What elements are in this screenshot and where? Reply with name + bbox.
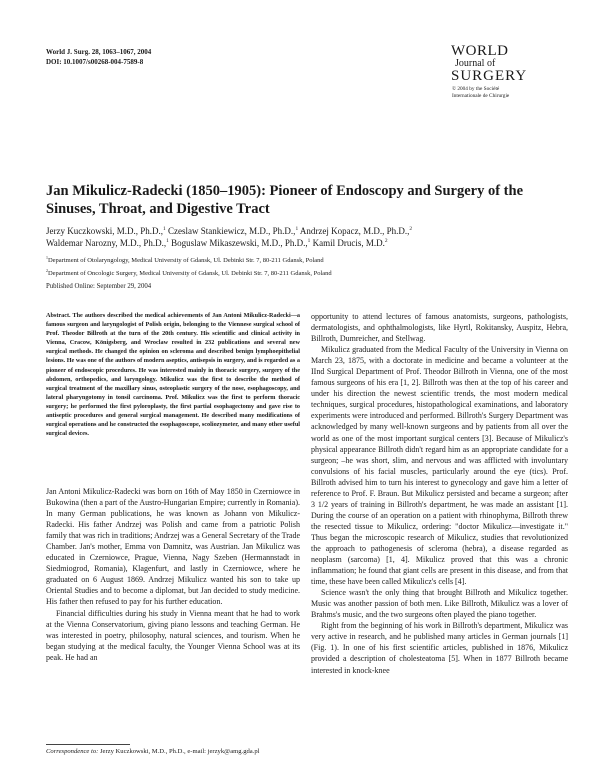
affiliations (46, 254, 566, 280)
article-title: Jan Mikulicz-Radecki (1850–1905): Pioneer of Endoscopy and Surgery of the Sinuses, Throat, and Digestive Tract (46, 183, 524, 217)
body-paragraph: Financial difficulties during his study in Vienna meant that he had to work at the Vienna Conservatorium, giving piano lessons and teaching German. He was interested in poetry, philosophy, natural sciences, and tourism. When he began studying at the medical faculty, the Younger Vienna School was at its peak. He had an (46, 608, 300, 662)
journal-citation (46, 47, 151, 67)
author: Waldemar Narozny, M.D., Ph.D.,$^1$ (46, 238, 169, 248)
body-paragraph: opportunity to attend lectures of famous anatomists, surgeons, pathologists, dermatologists, and ophthalmologists, like Hyrtl, Rokitansky, Auspitz, Hebra, Billroth, Dumreicher, and Stellwag. (311, 312, 568, 344)
author: Czeslaw Stankiewicz, M.D., Ph.D.,$^1$ (167, 226, 299, 236)
author-list (46, 225, 566, 249)
correspondence-note (46, 747, 300, 757)
author: Boguslaw Mikaszewski, M.D., Ph.D.,$^1$ (171, 238, 311, 248)
body-paragraph: Right from the beginning of his work in Billroth's department, Mikulicz was very active in research, and he published many articles in German journals [1] (Fig. 1). In one of his first scientific articles, published in 1876, Mikulicz provided a description of cholesteatoma [5]. When in 1877 Billroth became interested in knock-knee (311, 621, 568, 675)
author: Andrzej Kopacz, M.D., Ph.D.,$^2$ (299, 226, 413, 236)
body-paragraph: Mikulicz graduated from the Medical Faculty of the University in Vienna on March 23, 1875, with a doctorate in medicine and became a volunteer at the IInd Surgical Department of Prof. Theodor Billroth in Vienna, one of the most famous surgeons of his era [1, 2]. Billroth was then at the top of his career and under his direction the newest scientific trends, the most modern medical techniques, surgical procedures, histopathological examinations, and laboratory experiments were introduced and performed. Billroth's Surgery Department was acknowledged by many well-known surgeons and by patients from all over the world as one of the most important surgical centers [3]. Because of Mikulicz's physical appearance Billroth didn't regard him as an appropriate candidate for a surgeon; –he was short, slim, and nervous and was afflicted with involuntary convulsions of his facial muscles, particularly around the eye (tics). Prof. Billroth advised him to turn his interest to gynecology and gave him a letter of reference to Prof. F. Braun. But Mikulicz persisted and became a surgeon; after 3 1/2 years of training in Billroth's department, he was made an assistant [1]. During the course of an operation on a patient with rhinophyma, Billroth threw the resected tissue to Mikulicz, ordering: "doctor Mikulicz—investigate it." Thus began the microscopic research of Mikulicz, studies that revolutionized the approach to pathogenesis of scleroma (hebra), a disease regarded as neoplasm (sarcoma) [1, 4]. Mikulicz proved that this was a chronic inflammation; he found that giant cells are present in this disease, and from that time, these have been called Mikulicz's cells [4]. (311, 345, 568, 587)
body-paragraph: Science wasn't the only thing that brought Billroth and Mikulicz together. Music was another passion of both men. Like Billroth, Mikulicz was a lover of Brahms's music, and the two surgeons often played the piano together. (311, 588, 568, 620)
abstract: Abstract. The authors described the medical achievements of Jan Antoni Mikulicz-Radecki—a famous surgeon and laryngologist of Polish origin, belonging to the Viennese surgical school of Prof. Theodor Billroth at the turn of the 20th century. His scientific and clinical activity in Vienna, Cracow, Königsberg, and Wroclaw resulted in 232 publications and several new surgical methods. He changed the opinion on scleroma and described benign lymphoepithelial lesions. He was one of the authors of modern aseptics, antisepsis in surgery, and is regarded as a pioneer of endoscopic procedures. He was interested mainly in thoracic surgery, surgery of the abdomen, orthopedics, and laryngology. Mikulicz was the first to describe the method of surgical treatment of the maxillary sinus, osteoplastic surgery of the nose, esophagoscopy, and lateral pharyngotomy in tonsil carcinoma. Prof. Mikulicz was the first to perform thoracic surgery; he performed the first pyloroplasty, the first partial esophagectomy and gave rise to antiseptic procedures and general surgical management. He described many modifications of surgical operations and he constructed the esophagoscope, scoliozymeter, and many other useful surgical devices. (46, 312, 300, 438)
doi-line: DOI: 10.1007/s00268-004-7589-8 (46, 58, 144, 66)
footnote-divider (46, 744, 130, 745)
author: Jerzy Kuczkowski, M.D., Ph.D.,$^1$ (46, 226, 166, 236)
logo-copyright: © 2004 by the Société Internationale de Chirurgie (452, 86, 510, 99)
correspondence-text: Jerzy Kuczkowski, M.D., Ph.D., e-mail: jerzyk@amg.gda.pl (99, 748, 260, 755)
author: Kamil Drucis, M.D.$^2$ (312, 238, 388, 248)
body-left-column (46, 486, 300, 663)
affiliation: $^1$Department of Otolaryngology, Medical University of Gdansk, Ul. Debinki Str. 7, 80-211 Gdansk, Poland (46, 255, 324, 264)
journal-logo (451, 44, 555, 100)
affiliation: $^2$Department of Oncologic Surgery, Medical University of Gdansk, Ul. Debinki Str. 7, 80-211 Gdansk, Poland (46, 268, 332, 277)
logo-surgery: SURGERY (451, 68, 528, 84)
citation-line: World J. Surg. 28, 1063–1067, 2004 (46, 48, 152, 56)
correspondence-label: Correspondence to: (46, 748, 99, 755)
logo-journal-of: Journal of (455, 58, 496, 69)
body-right-column (311, 311, 568, 676)
published-date: Published Online: September 29, 2004 (46, 283, 152, 290)
body-paragraph: Jan Antoni Mikulicz-Radecki was born on 16th of May 1850 in Czerniowce in Bukowina (then a part of the Austro-Hungarian Empire; currently in Romania). In many German publications, he was known as Johann von Mikulicz-Radecki. His father Andrzej was Polish and came from a patriotic Polish family that was rich in traditions; Andrzej was a General Secretary of the Trade Chamber. Jan's mother, Emma von Damnitz, was Austrian. Jan Mikulicz was educated in Czerniowce, Prague, Vienna, Nagy Szeben (Hermannstadt in Siedmiogrod, Romania), Klagenfurt, and lastly in Czerniowce, where he graduated on 6 August 1869. Andrzej Mikulicz wanted his son to take up Oriental Studies and to become a diplomat, but Jan decided to study medicine. His father then refused to pay for his further education. (46, 487, 300, 607)
logo-world: WORLD (451, 43, 509, 59)
